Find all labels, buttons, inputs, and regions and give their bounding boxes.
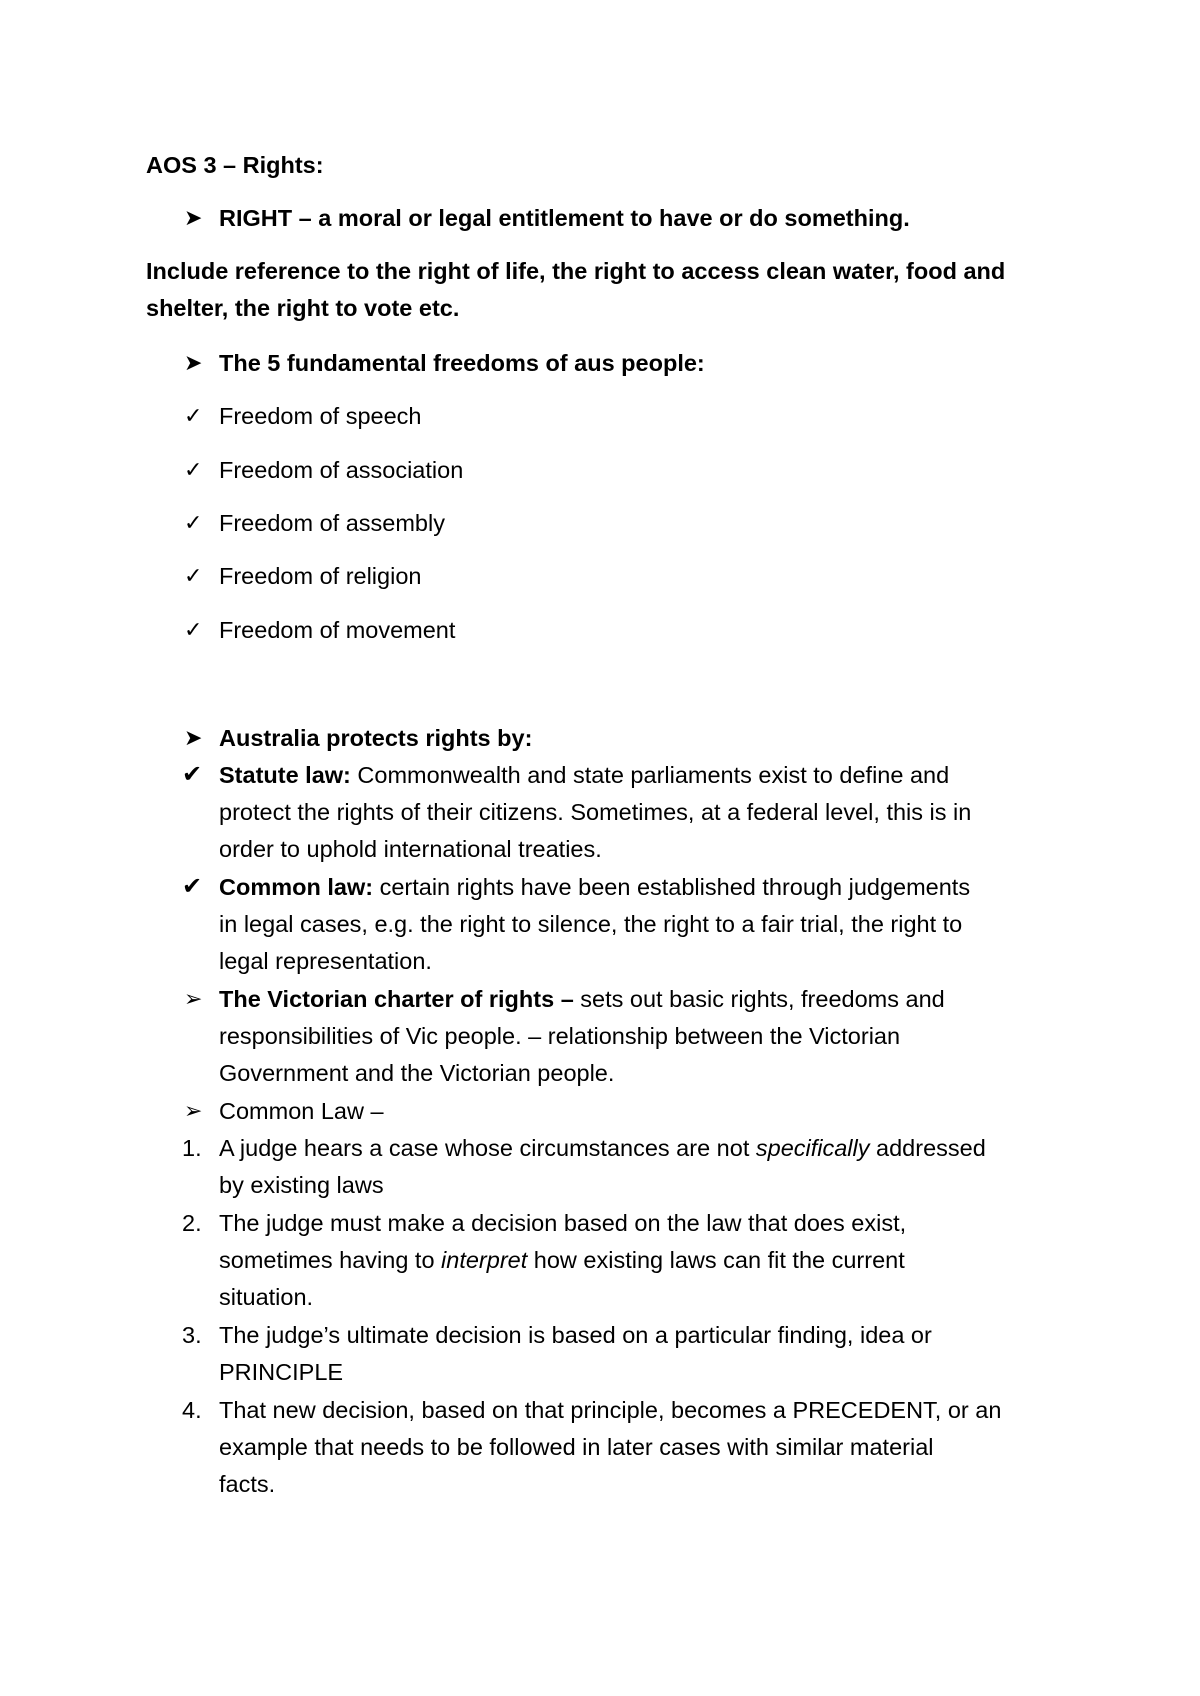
charter-text: sets out basic rights, freedoms and	[573, 986, 945, 1012]
statute-law-label: Statute law:	[219, 762, 351, 788]
page-title: AOS 3 – Rights:	[146, 152, 324, 178]
statute-law-line-3: order to uphold international treaties.	[219, 836, 602, 862]
check-heavy-icon: ✔	[182, 761, 203, 788]
step-4-line-1: That new decision, based on that principle, becomes a PRECEDENT, or an	[219, 1397, 1002, 1423]
check-heavy-icon: ✔	[182, 873, 203, 900]
statute-law-line-2: protect the rights of their citizens. Sometimes, at a federal level, this is in	[219, 799, 972, 825]
common-law-line-3: legal representation.	[219, 948, 432, 974]
freedoms-heading: The 5 fundamental freedoms of aus people:	[219, 350, 705, 376]
freedom-item: Freedom of speech	[219, 403, 422, 429]
step-4-line-2: example that needs to be followed in later cases with similar material	[219, 1434, 934, 1460]
common-law-steps-heading: Common Law –	[219, 1098, 384, 1124]
common-law-line-1	[219, 872, 970, 902]
arrow-bullet-icon: ➢	[184, 986, 203, 1011]
check-icon: ✓	[184, 510, 203, 535]
charter-line-2: responsibilities of Vic people. – relationship between the Victorian	[219, 1023, 901, 1049]
common-law-text: certain rights have been established through judgements	[373, 874, 971, 900]
charter-line-1	[219, 984, 945, 1014]
freedom-item: Freedom of movement	[219, 617, 456, 643]
emphasis-text: interpret	[441, 1247, 528, 1273]
protects-heading: Australia protects rights by:	[219, 725, 533, 751]
check-icon: ✓	[184, 563, 203, 588]
check-icon: ✓	[184, 403, 203, 428]
common-law-line-2: in legal cases, e.g. the right to silence, the right to a fair trial, the right to	[219, 911, 963, 937]
include-reference-line-1: Include reference to the right of life, the right to access clean water, food and	[146, 258, 1006, 284]
arrow-bullet-icon: ➤	[184, 205, 203, 230]
step-2-line-1: The judge must make a decision based on the law that does exist,	[219, 1210, 907, 1236]
freedom-item: Freedom of religion	[219, 563, 422, 589]
freedom-item: Freedom of association	[219, 457, 464, 483]
arrow-bullet-icon: ➤	[184, 725, 203, 750]
emphasis-text: specifically	[755, 1135, 870, 1161]
arrow-bullet-icon: ➢	[184, 1098, 203, 1123]
step-3-line-1: The judge’s ultimate decision is based on a particular finding, idea or	[219, 1322, 932, 1348]
step-1-line-1: A judge hears a case whose circumstances are not specifically addressed	[219, 1135, 986, 1161]
step-3-line-2: PRINCIPLE	[219, 1359, 344, 1385]
charter-line-3: Government and the Victorian people.	[219, 1060, 615, 1086]
right-definition: RIGHT – a moral or legal entitlement to have or do something.	[219, 205, 910, 231]
list-number: 3.	[182, 1322, 202, 1348]
list-number: 2.	[182, 1210, 202, 1236]
arrow-bullet-icon: ➤	[184, 350, 203, 375]
step-2-line-3: situation.	[219, 1284, 314, 1310]
common-law-label: Common law:	[219, 874, 374, 900]
list-number: 4.	[182, 1397, 202, 1423]
check-icon: ✓	[184, 617, 203, 642]
check-icon: ✓	[184, 457, 203, 482]
statute-law-text: Commonwealth and state parliaments exist to define and	[350, 762, 950, 788]
list-number: 1.	[182, 1135, 202, 1161]
step-1-line-2: by existing laws	[219, 1172, 384, 1198]
charter-label: The Victorian charter of rights –	[219, 986, 574, 1012]
include-reference-line-2: shelter, the right to vote etc.	[146, 295, 460, 321]
freedom-item: Freedom of assembly	[219, 510, 445, 536]
statute-law-line-1	[219, 760, 949, 790]
step-4-line-3: facts.	[219, 1471, 276, 1497]
step-2-line-2: sometimes having to interpret how existing laws can fit the current	[219, 1247, 905, 1273]
